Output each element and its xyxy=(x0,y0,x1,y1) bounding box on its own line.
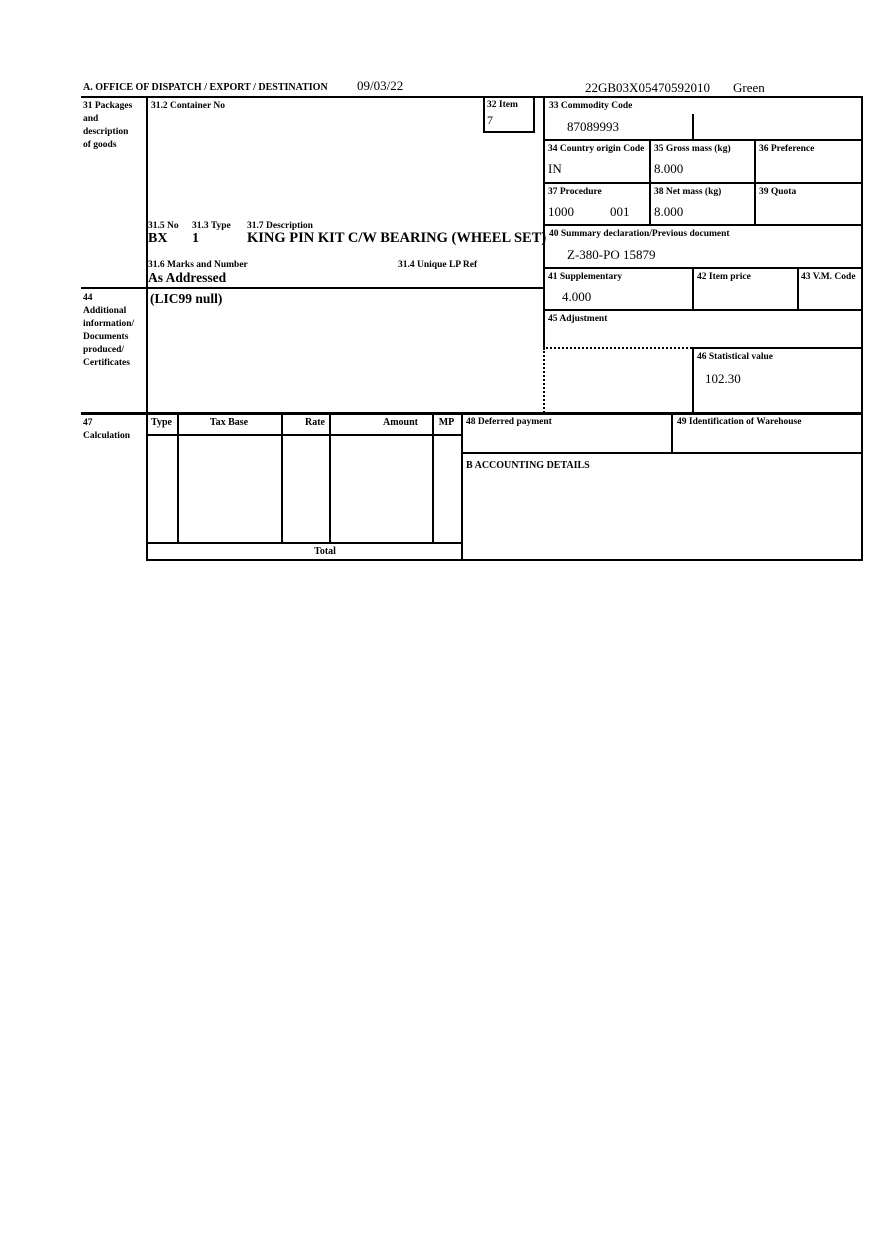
box47-label-line: 47 xyxy=(83,418,93,428)
border-row37-bottom xyxy=(543,224,863,226)
package-type-label: 31.3 Type xyxy=(192,221,231,231)
container-no-label: 31.2 Container No xyxy=(151,101,225,111)
box46-left-border xyxy=(692,347,694,412)
border-right xyxy=(861,96,863,561)
border-bottom xyxy=(146,559,863,561)
item-number-value: 7 xyxy=(487,113,493,127)
commodity-code-value: 87089993 xyxy=(567,119,619,134)
box31-label-line: of goods xyxy=(83,140,117,150)
quota-label: 39 Quota xyxy=(759,187,797,197)
box44-label-line: Certificates xyxy=(83,358,130,368)
border-box40-bottom xyxy=(543,267,863,269)
border-row34-bottom xyxy=(543,182,863,184)
deferred-payment-label: 48 Deferred payment xyxy=(466,417,552,427)
divider-center-dotted xyxy=(543,348,545,413)
supplementary-label: 41 Supplementary xyxy=(548,272,623,282)
country-origin-value: IN xyxy=(548,161,562,176)
column-header-tax-base: Tax Base xyxy=(209,417,249,428)
box46-top-border xyxy=(692,347,863,349)
package-type-value: 1 xyxy=(192,231,199,246)
net-mass-value: 8.000 xyxy=(654,204,684,219)
routing-status: Green xyxy=(733,80,765,95)
border-mid-thick xyxy=(81,412,863,415)
box44-label-line: Additional xyxy=(83,306,127,316)
column-header-amount: Amount xyxy=(382,417,418,428)
border-box33-bottom xyxy=(543,139,863,141)
box31-label-line: description xyxy=(83,127,129,137)
procedure-value-2: 001 xyxy=(610,204,630,219)
marks-number-label: 31.6 Marks and Number xyxy=(148,260,248,270)
vm-code-label: 43 V.M. Code xyxy=(801,272,856,282)
box31-label-line: 31 Packages xyxy=(83,101,133,111)
border-box44-top xyxy=(81,287,545,289)
border-48-bottom xyxy=(461,452,863,454)
divider-48-49 xyxy=(671,412,673,452)
box44-label xyxy=(83,292,145,370)
summary-declaration-label: 40 Summary declaration/Previous document xyxy=(549,229,730,239)
summary-declaration-value: Z-380-PO 15879 xyxy=(567,247,656,262)
column-header-rate: Rate xyxy=(305,417,325,428)
package-no-value: BX xyxy=(148,231,168,246)
table-divider-rate xyxy=(329,412,331,544)
accounting-details-label: B ACCOUNTING DETAILS xyxy=(466,460,590,471)
box44-label-line: information/ xyxy=(83,319,135,329)
divider-label-column xyxy=(146,96,148,413)
goods-description-value: KING PIN KIT C/W BEARING (WHEEL SET) xyxy=(247,230,547,246)
marks-number-value: As Addressed xyxy=(148,270,227,285)
table-divider-taxbase xyxy=(281,412,283,544)
box47-label xyxy=(83,417,145,443)
unique-lp-ref-label: 31.4 Unique LP Ref xyxy=(398,260,478,270)
additional-information-value: (LIC99 null) xyxy=(150,291,223,306)
preference-label: 36 Preference xyxy=(759,144,815,154)
column-header-type: Type xyxy=(151,417,172,428)
goods-description-label: 31.7 Description xyxy=(247,221,313,231)
supplementary-value: 4.000 xyxy=(562,289,592,304)
border-top xyxy=(81,96,863,98)
table-body-bottom xyxy=(146,542,463,544)
table-divider-amount xyxy=(432,412,434,544)
date-value: 09/03/22 xyxy=(357,78,404,93)
total-label: Total xyxy=(314,546,336,557)
office-of-dispatch-label: A. OFFICE OF DISPATCH / EXPORT / DESTINATION xyxy=(83,82,328,93)
commodity-code-label: 33 Commodity Code xyxy=(549,101,633,111)
country-origin-label: 34 Country origin Code xyxy=(548,144,645,154)
box32-right-border xyxy=(533,96,535,133)
divider-35-36 xyxy=(754,139,756,224)
border-box45-top xyxy=(543,309,863,311)
box31-label xyxy=(83,100,145,152)
table-header-bottom xyxy=(146,434,463,436)
box33-inner-divider xyxy=(692,114,694,139)
divider-41-42 xyxy=(692,267,694,309)
divider-34-35 xyxy=(649,139,651,224)
column-header-mp: MP xyxy=(438,417,455,428)
box32-left-border xyxy=(483,96,485,133)
box44-label-line: 44 xyxy=(83,293,93,303)
box32-bottom-border xyxy=(483,131,535,133)
gross-mass-value: 8.000 xyxy=(654,161,684,176)
package-no-label: 31.5 No xyxy=(148,221,179,231)
statistical-value-value: 102.30 xyxy=(705,371,741,386)
box47-label-line: Calculation xyxy=(83,431,130,441)
box44-label-line: produced/ xyxy=(83,345,125,355)
procedure-label: 37 Procedure xyxy=(548,187,602,197)
declaration-number: 22GB03X05470592010 xyxy=(585,80,710,95)
box44-label-line: Documents xyxy=(83,332,129,342)
item-price-label: 42 Item price xyxy=(697,272,751,282)
box31-label-line: and xyxy=(83,114,99,124)
table-divider-type xyxy=(177,412,179,544)
item-number-label: 32 Item xyxy=(487,100,518,110)
adjustment-label: 45 Adjustment xyxy=(548,314,608,324)
divider-42-43 xyxy=(797,267,799,309)
procedure-value-1: 1000 xyxy=(548,204,574,219)
warehouse-id-label: 49 Identification of Warehouse xyxy=(677,417,802,427)
border-dotted-adjustment xyxy=(543,347,692,349)
net-mass-label: 38 Net mass (kg) xyxy=(654,187,722,197)
statistical-value-label: 46 Statistical value xyxy=(697,352,773,362)
gross-mass-label: 35 Gross mass (kg) xyxy=(654,144,731,154)
